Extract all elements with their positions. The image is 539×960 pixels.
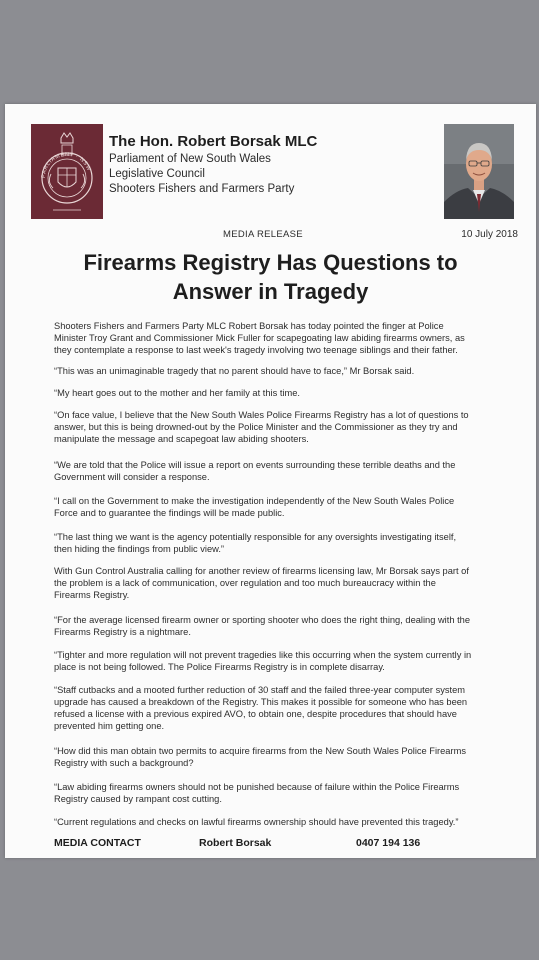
paragraph-line: prevented him getting one.	[54, 721, 165, 731]
paragraph-line: answer, but this is being drowned-out by the Police Minister and the Commissioner as they try and	[54, 422, 458, 432]
media-release-label: MEDIA RELEASE	[223, 229, 303, 240]
paragraph-line: “Tighter and more regulation will not prevent tragedies like this occurring when the system currently in	[54, 650, 472, 660]
body-paragraph	[54, 409, 506, 445]
mp-party: Shooters Fishers and Farmers Party	[109, 183, 295, 195]
body-paragraph	[54, 495, 506, 519]
paragraph-line: Shooters Fishers and Farmers Party MLC Robert Borsak has today pointed the finger at Police	[54, 321, 444, 331]
body-paragraph	[54, 781, 506, 805]
paragraph-line: refused a license with a previous expired AVO, to obtain one, despite procedures that should have	[54, 709, 457, 719]
mp-name: The Hon. Robert Borsak MLC	[109, 133, 318, 150]
paragraph-line: Firearms Registry.	[54, 590, 130, 600]
paragraph-line: “We are told that the Police will issue a report on events surrounding these terrible deaths and the	[54, 460, 456, 470]
paragraph-line: the problem is a lack of communication, over regulation and too much bureaucracy within the	[54, 578, 436, 588]
mp-parliament: Parliament of New South Wales	[109, 153, 271, 165]
parliament-crest-logo	[31, 124, 103, 219]
paragraph-line: “My heart goes out to the mother and her family at this time.	[54, 388, 300, 398]
paragraph-line: “The last thing we want is the agency potentially responsible for any oversights investigating itself,	[54, 532, 457, 542]
body-paragraph	[54, 565, 506, 601]
paragraph-line: “This was an unimaginable tragedy that no parent should have to face,” Mr Borsak said.	[54, 366, 415, 376]
body-paragraph	[54, 745, 506, 769]
paragraph-line: “For the average licensed firearm owner or sporting shooter who does the right thing, dealing with the	[54, 615, 471, 625]
crest-arc-text: PARLIAMENT · NSW	[40, 151, 92, 179]
paragraph-line: they contemplate a response to last week's tragedy involving two teenage siblings and their father.	[54, 345, 458, 355]
paragraph-line: “Current regulations and checks on lawful firearms ownership should have prevented this tragedy.”	[54, 817, 459, 827]
paragraph-line: place is not being followed. The Police Firearms Registry is in complete disarray.	[54, 662, 385, 672]
body-paragraph	[54, 684, 506, 732]
media-contact-label: MEDIA CONTACT	[54, 837, 141, 849]
mp-chamber: Legislative Council	[109, 168, 205, 180]
body-paragraph	[54, 387, 506, 399]
paragraph-line: Registry with such a background?	[54, 758, 194, 768]
paragraph-line: “On face value, I believe that the New South Wales Police Firearms Registry has a lot of questions to	[54, 410, 469, 420]
body-paragraph	[54, 459, 506, 483]
paragraph-line: “How did this man obtain two permits to acquire firearms from the New South Wales Police Firearms	[54, 746, 466, 756]
body-paragraph	[54, 816, 506, 828]
headline-line-1: Firearms Registry Has Questions to	[83, 250, 458, 275]
paragraph-line: With Gun Control Australia calling for another review of firearms licensing law, Mr Borsak says part of	[54, 566, 469, 576]
paragraph-line: Minister Troy Grant and Commissioner Mick Fuller for scapegoating law abiding firearms owners, as	[54, 333, 465, 343]
contact-phone: 0407 194 136	[356, 837, 421, 849]
paragraph-line: “Staff cutbacks and a mooted further reduction of 30 staff and the failed three-year computer system	[54, 685, 466, 695]
paragraph-line: manipulate the message and scapegoat law abiding shooters.	[54, 434, 309, 444]
paragraph-line: then hiding the findings from public view.”	[54, 544, 225, 554]
body-paragraph	[54, 649, 506, 673]
paragraph-line: Registry caused by rampant cost cutting.	[54, 794, 222, 804]
body-paragraph	[54, 614, 506, 638]
paragraph-line: Government will consider a response.	[54, 472, 210, 482]
paragraph-line: upgrade has caused a breakdown of the Registry. This makes it possible for someone who has been	[54, 697, 468, 707]
body-paragraph	[54, 531, 506, 555]
body-paragraph	[54, 365, 506, 377]
release-date: 10 July 2018	[461, 229, 518, 240]
body-paragraph	[54, 320, 506, 356]
headline-line-2: Answer in Tragedy	[172, 279, 369, 304]
press-release-page	[5, 104, 536, 858]
paragraph-line: Firearms Registry is a nightmare.	[54, 627, 191, 637]
contact-name: Robert Borsak	[199, 837, 272, 849]
paragraph-line: “I call on the Government to make the investigation independently of the New South Wales Police	[54, 496, 455, 506]
paragraph-line: Force and to guarantee the findings will be made public.	[54, 508, 285, 518]
paragraph-line: “Law abiding firearms owners should not be punished because of failure within the Police Firearms	[54, 782, 460, 792]
mp-portrait-photo	[444, 124, 514, 219]
